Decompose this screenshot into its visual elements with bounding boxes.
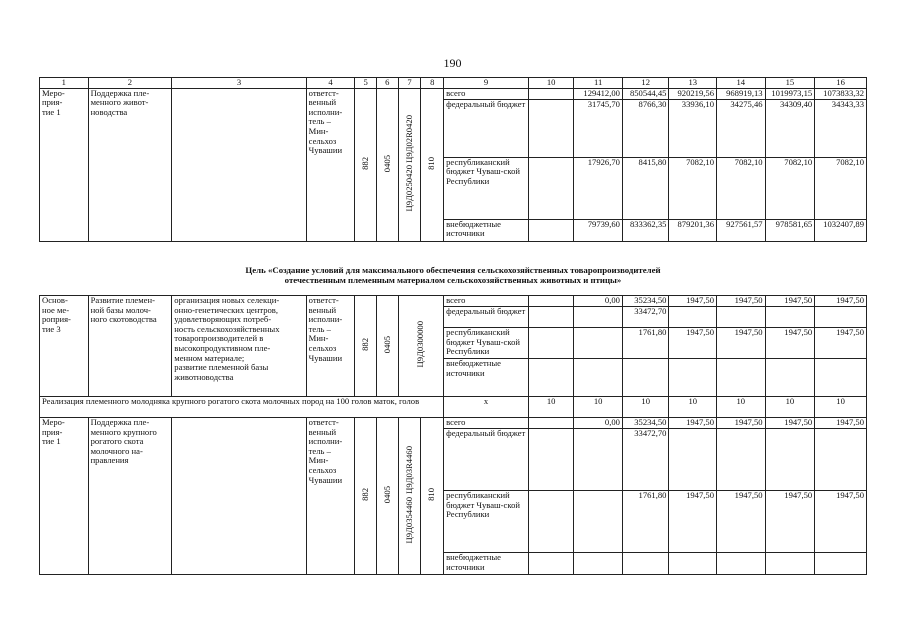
indicator-value: 10 <box>622 397 669 418</box>
value-cell: 34275,46 <box>717 99 766 157</box>
rzpr-code: 0405 <box>376 88 398 241</box>
vr-code: 810 <box>421 88 444 241</box>
value-cell: 1947,50 <box>669 296 717 307</box>
value-cell <box>765 307 815 328</box>
table-row <box>40 88 867 99</box>
value-cell: 1947,50 <box>815 491 867 553</box>
header-cell: 13 <box>669 78 717 89</box>
header-cell: 8 <box>421 78 444 89</box>
value-cell <box>717 307 766 328</box>
grbs-code: 882 <box>355 418 377 575</box>
value-cell: 34343,33 <box>815 99 867 157</box>
value-cell <box>528 296 573 307</box>
table-top <box>39 77 867 242</box>
value-cell: 1761,80 <box>622 491 669 553</box>
indicator-value: 10 <box>717 397 766 418</box>
header-cell: 3 <box>172 78 306 89</box>
value-cell: 7082,10 <box>717 157 766 219</box>
header-cell: 7 <box>398 78 421 89</box>
header-cell: 4 <box>306 78 355 89</box>
indicator-value: 10 <box>765 397 815 418</box>
value-cell: 8415,80 <box>622 157 669 219</box>
header-cell: 15 <box>765 78 815 89</box>
header-cell: 12 <box>622 78 669 89</box>
header-cell: 11 <box>574 78 623 89</box>
value-cell <box>717 359 766 397</box>
value-cell <box>574 328 623 359</box>
indicator-value: 10 <box>574 397 623 418</box>
funding-source: внебюджетные источники <box>444 219 529 241</box>
grbs-code: 882 <box>355 296 377 397</box>
funding-source: всего <box>444 418 529 429</box>
value-cell <box>528 429 573 491</box>
header-cell: 2 <box>88 78 172 89</box>
event-name: Поддержка пле- менного живот- новодства <box>88 88 172 241</box>
value-cell <box>765 359 815 397</box>
value-cell <box>528 157 573 219</box>
goal-heading: Цель «Создание условий для максимального обеспечения сельскохозяйственных товаропроизводителей отечественным племенным материалом сельскохозяйственных животных и птицы» <box>245 265 661 285</box>
value-cell: 1947,50 <box>815 418 867 429</box>
rzpr-code: 0405 <box>376 418 398 575</box>
value-cell: 31745,70 <box>574 99 623 157</box>
value-cell: 1947,50 <box>717 328 766 359</box>
indicator-text: Реализация племенного молодняка крупного рогатого скота молочных пород на 100 голов маток, голов <box>40 397 444 418</box>
value-cell <box>528 491 573 553</box>
funding-source: федеральный бюджет <box>444 307 529 328</box>
funding-source: федеральный бюджет <box>444 429 529 491</box>
value-cell <box>528 553 573 575</box>
value-cell: 833362,35 <box>622 219 669 241</box>
value-cell: 1947,50 <box>669 418 717 429</box>
header-cell: 10 <box>528 78 573 89</box>
value-cell: 35234,50 <box>622 296 669 307</box>
value-cell <box>765 553 815 575</box>
value-cell: 1947,50 <box>717 418 766 429</box>
value-cell: 927561,57 <box>717 219 766 241</box>
value-cell <box>815 359 867 397</box>
indicator-mark: x <box>444 397 529 418</box>
value-cell: 968919,13 <box>717 88 766 99</box>
table-bottom <box>39 295 867 575</box>
value-cell: 17926,70 <box>574 157 623 219</box>
value-cell: 850544,45 <box>622 88 669 99</box>
value-cell: 34309,40 <box>765 99 815 157</box>
value-cell <box>815 553 867 575</box>
value-cell: 7082,10 <box>669 157 717 219</box>
value-cell: 1947,50 <box>717 296 766 307</box>
value-cell: 1947,50 <box>815 328 867 359</box>
value-cell: 1947,50 <box>669 491 717 553</box>
value-cell <box>574 307 623 328</box>
funding-source: внебюджетные источники <box>444 553 529 575</box>
value-cell <box>574 553 623 575</box>
indicator-value: 10 <box>815 397 867 418</box>
value-cell: 79739,60 <box>574 219 623 241</box>
value-cell: 879201,36 <box>669 219 717 241</box>
page-number: 190 <box>443 56 462 70</box>
funding-source: федеральный бюджет <box>444 99 529 157</box>
indicator-row <box>40 397 867 418</box>
value-cell: 33936,10 <box>669 99 717 157</box>
value-cell: 920219,56 <box>669 88 717 99</box>
value-cell: 1032407,89 <box>815 219 867 241</box>
header-cell: 1 <box>40 78 89 89</box>
funding-source: всего <box>444 296 529 307</box>
event-purpose <box>172 88 306 241</box>
value-cell <box>622 553 669 575</box>
csr-code: Ц9Д03R4460 Ц9Д0354460 <box>398 418 421 575</box>
value-cell: 1947,50 <box>765 491 815 553</box>
value-cell <box>528 88 573 99</box>
value-cell: 35234,50 <box>622 418 669 429</box>
header-row <box>40 78 867 89</box>
funding-source: республиканский бюджет Чуваш-ской Республики <box>444 328 529 359</box>
header-cell: 5 <box>355 78 377 89</box>
value-cell <box>574 491 623 553</box>
value-cell <box>574 429 623 491</box>
rzpr-code: 0405 <box>376 296 398 397</box>
value-cell: 0,00 <box>574 296 623 307</box>
value-cell: 1947,50 <box>765 296 815 307</box>
event-label: Меро- прия- тие 1 <box>40 88 89 241</box>
value-cell <box>669 429 717 491</box>
funding-source: всего <box>444 88 529 99</box>
value-cell: 33472,70 <box>622 429 669 491</box>
event-label: Меро- прия- тие 1 <box>40 418 89 575</box>
value-cell <box>815 307 867 328</box>
header-cell: 16 <box>815 78 867 89</box>
value-cell: 33472,70 <box>622 307 669 328</box>
main-event-purpose: организация новых селекци- онно-генетических центров, удовлетворяющих потреб- ность сельскохозяйственных товаропроизводителей в высокопродуктивном пле- менном материале; развитие племенной базы животноводства <box>172 296 306 397</box>
value-cell: 1947,50 <box>815 296 867 307</box>
value-cell: 1947,50 <box>765 418 815 429</box>
funding-source: республиканский бюджет Чуваш-ской Республики <box>444 491 529 553</box>
responsible-executor: ответст- венный исполни- тель – Мин- сельхоз Чувашии <box>306 88 355 241</box>
vr-code: 810 <box>421 418 444 575</box>
value-cell <box>717 553 766 575</box>
indicator-value: 10 <box>669 397 717 418</box>
event-name: Поддержка пле- менного крупного рогатого скота молочного на- правления <box>88 418 172 575</box>
value-cell <box>528 99 573 157</box>
value-cell <box>669 359 717 397</box>
value-cell <box>574 359 623 397</box>
value-cell: 1947,50 <box>717 491 766 553</box>
value-cell: 1019973,15 <box>765 88 815 99</box>
value-cell: 8766,30 <box>622 99 669 157</box>
table-row <box>40 418 867 429</box>
value-cell <box>669 307 717 328</box>
value-cell: 1947,50 <box>669 328 717 359</box>
value-cell <box>717 429 766 491</box>
main-event-label: Основ- ное ме- роприя- тие 3 <box>40 296 89 397</box>
value-cell <box>528 307 573 328</box>
csr-code: Ц9Д02R0420 Ц9Д0250420 <box>398 88 421 241</box>
value-cell: 0,00 <box>574 418 623 429</box>
csr-code: Ц9Д0300000 <box>398 296 443 397</box>
value-cell: 7082,10 <box>765 157 815 219</box>
table-row <box>40 296 867 307</box>
indicator-value: 10 <box>528 397 573 418</box>
value-cell <box>528 359 573 397</box>
value-cell: 129412,00 <box>574 88 623 99</box>
header-cell: 14 <box>717 78 766 89</box>
funding-source: внебюджетные источники <box>444 359 529 397</box>
value-cell: 1073833,32 <box>815 88 867 99</box>
main-event-name: Развитие племен- ной базы молоч- ного скотоводства <box>88 296 172 397</box>
value-cell <box>528 219 573 241</box>
value-cell <box>528 418 573 429</box>
value-cell <box>669 553 717 575</box>
funding-source: республиканский бюджет Чуваш-ской Республики <box>444 157 529 219</box>
value-cell: 978581,65 <box>765 219 815 241</box>
event-purpose <box>172 418 306 575</box>
grbs-code: 882 <box>355 88 377 241</box>
value-cell: 7082,10 <box>815 157 867 219</box>
value-cell <box>815 429 867 491</box>
value-cell: 1947,50 <box>765 328 815 359</box>
value-cell <box>528 328 573 359</box>
value-cell: 1761,80 <box>622 328 669 359</box>
header-cell: 6 <box>376 78 398 89</box>
value-cell <box>622 359 669 397</box>
header-cell: 9 <box>444 78 529 89</box>
responsible-executor: ответст- венный исполни- тель – Мин- сельхоз Чувашии <box>306 296 355 397</box>
value-cell <box>765 429 815 491</box>
responsible-executor: ответст- венный исполни- тель – Мин- сельхоз Чувашии <box>306 418 355 575</box>
